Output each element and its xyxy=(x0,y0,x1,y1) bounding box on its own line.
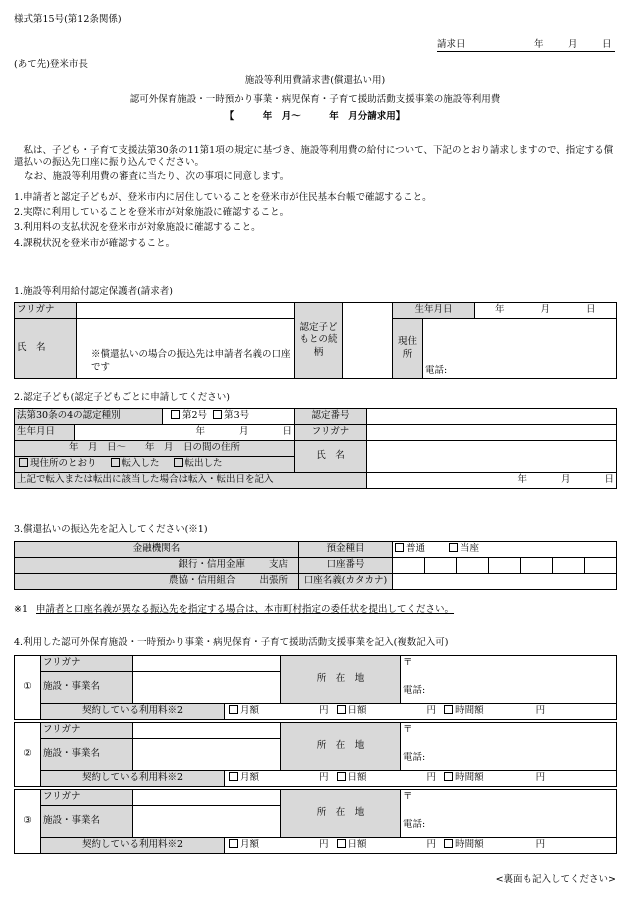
period-label: 年 月 日〜 年 月 日の間の住所 xyxy=(15,441,294,457)
bank-label: 金融機関名 xyxy=(15,542,299,558)
deposit-kind-label: 預金種目 xyxy=(299,542,393,558)
day-label: 日 xyxy=(282,426,293,438)
facility-name-label: 施設・事業名 xyxy=(41,739,133,771)
facility-name-field[interactable] xyxy=(133,806,281,838)
title-sub: 認可外保育施設・一時預かり事業・病児保育・子育て援助活動支援事業の施設等利用費 xyxy=(129,94,501,105)
move-note: 上記で転入または転出に該当した場合は転入・転出日を記入 xyxy=(15,473,367,489)
child-name-field[interactable] xyxy=(367,441,617,473)
checkbox[interactable] xyxy=(111,458,120,467)
facility-table-2 xyxy=(14,722,617,787)
acct-no-field[interactable] xyxy=(393,558,617,574)
fee-label: 契約している利用料※2 xyxy=(41,704,225,719)
checkbox[interactable] xyxy=(444,839,453,848)
year-label: 年 xyxy=(517,474,527,486)
opt-3: 第3号 xyxy=(224,410,250,422)
fee-label: 契約している利用料※2 xyxy=(41,838,225,853)
checkbox[interactable] xyxy=(19,458,28,467)
name-label: 氏 名 xyxy=(15,319,77,379)
yen-label: 円 xyxy=(319,839,329,850)
deposit-kind-options[interactable] xyxy=(393,542,617,558)
consent-item: 3.利用料の支払状況を登米市が対象施設に確認すること。 xyxy=(14,222,261,234)
month-label: 月 xyxy=(540,304,551,316)
location-label: 所 在 地 xyxy=(281,790,401,838)
child-birth-label: 生年月日 xyxy=(15,425,75,441)
section2-heading: 2.認定子ども(認定子どもごとに申請してください) xyxy=(14,392,230,403)
bank-table xyxy=(14,541,617,590)
facility-table-1 xyxy=(14,655,617,720)
checkbox[interactable] xyxy=(444,772,453,781)
facility-furigana-field[interactable] xyxy=(133,790,281,806)
location-field[interactable] xyxy=(401,790,617,838)
yen-label: 円 xyxy=(426,705,437,716)
opt-moved-out: 転出した xyxy=(184,458,223,469)
furigana-label: フリガナ xyxy=(41,790,133,806)
child-birth-field[interactable] xyxy=(75,425,295,441)
year-label: 年 xyxy=(495,304,505,316)
facility-table-3 xyxy=(14,789,617,854)
postal-mark: 〒 xyxy=(403,657,413,668)
hourly-label: 時間額 xyxy=(455,839,484,850)
day-label: 日 xyxy=(604,474,615,486)
facility-furigana-field[interactable] xyxy=(133,656,281,672)
daily-label: 日額 xyxy=(347,772,367,783)
daily-label: 日額 xyxy=(347,705,367,716)
relation-field[interactable] xyxy=(343,303,393,379)
month-label: 月 xyxy=(238,426,249,438)
phone-label: 電話: xyxy=(403,685,426,697)
furigana-label: フリガナ xyxy=(15,303,77,319)
phone-label: 電話: xyxy=(403,819,426,831)
furigana-label: フリガナ xyxy=(41,656,133,672)
address-label: 現住所 xyxy=(393,319,423,379)
phone-label: 電話: xyxy=(403,752,426,764)
consent-item: 4.課税状況を登米市が確認すること。 xyxy=(14,237,176,249)
month-label: 月 xyxy=(561,474,571,486)
acct-no-label: 口座番号 xyxy=(299,558,393,574)
postal-mark: 〒 xyxy=(403,724,413,735)
month-label: 月 xyxy=(568,39,578,50)
fee-row[interactable] xyxy=(41,771,617,787)
location-label: 所 在 地 xyxy=(281,723,401,771)
request-date-label: 請求日 xyxy=(437,39,466,50)
facility-list xyxy=(14,655,616,854)
title-period[interactable]: 【 年 月〜 年 月分請求用】 xyxy=(224,111,406,122)
address-field[interactable] xyxy=(423,319,617,379)
checkbox[interactable] xyxy=(229,705,238,714)
hourly-label: 時間額 xyxy=(455,772,484,783)
opt-futsu: 普通 xyxy=(406,543,426,555)
child-furigana-label: フリガナ xyxy=(295,425,367,441)
facility-num: ③ xyxy=(15,790,41,854)
consent-item: 1.申請者と認定子どもが、登米市内に居住していることを登米市が住民基本台帳で確認すること。 xyxy=(14,192,432,203)
yen-label: 円 xyxy=(535,705,546,716)
birth-label: 生年月日 xyxy=(393,303,475,319)
checkbox[interactable] xyxy=(337,839,346,848)
bank-row2[interactable] xyxy=(15,574,299,590)
title-main: 施設等利用費請求書(償還払い用) xyxy=(244,75,386,86)
section4-heading: 4.利用した認可外保育施設・一時預かり事業・病児保育・子育て援助活動支援事業を記入(複数記入可) xyxy=(14,637,449,648)
bank-note-row xyxy=(14,604,454,616)
day-label: 日 xyxy=(586,304,596,316)
bank-row1[interactable] xyxy=(15,558,299,574)
intro-consent: なお、施設等利用費の審査に当たり、次の事項に同意します。 xyxy=(24,171,290,182)
guardian-table xyxy=(14,302,617,379)
birth-field[interactable] xyxy=(475,303,617,319)
fee-label: 契約している利用料※2 xyxy=(41,771,225,786)
checkbox[interactable] xyxy=(229,772,238,781)
consent-list xyxy=(14,190,432,251)
facility-name-field[interactable] xyxy=(133,739,281,771)
facility-name-label: 施設・事業名 xyxy=(41,806,133,838)
request-date[interactable] xyxy=(437,39,615,52)
form-number: 様式第15号(第12条関係) xyxy=(14,14,122,25)
year-label: 年 xyxy=(195,426,205,438)
facility-name-label: 施設・事業名 xyxy=(41,672,133,704)
checkbox[interactable] xyxy=(449,543,458,552)
section3-heading: 3.償還払いの振込先を記入してください(※1) xyxy=(14,524,208,535)
checkbox[interactable] xyxy=(337,705,346,714)
checkbox[interactable] xyxy=(174,458,183,467)
checkbox[interactable] xyxy=(213,410,222,419)
hourly-label: 時間額 xyxy=(455,705,484,716)
day-label: 日 xyxy=(602,39,612,50)
consent-item: 2.実際に利用していることを登米市が対象施設に確認すること。 xyxy=(14,207,290,219)
phone-label: 電話: xyxy=(425,364,448,376)
section1-heading: 1.施設等利用給付認定保護者(請求者) xyxy=(14,286,173,297)
postal-mark: 〒 xyxy=(403,791,413,802)
addressee: (あて先)登米市長 xyxy=(14,59,88,70)
yen-label: 円 xyxy=(319,772,329,783)
checkbox[interactable] xyxy=(171,410,180,419)
monthly-label: 月額 xyxy=(240,839,260,850)
cert-kind-options[interactable] xyxy=(163,409,295,425)
guardian-furigana-field[interactable] xyxy=(77,303,295,319)
opt-2: 第2号 xyxy=(182,410,208,422)
address-options[interactable] xyxy=(15,457,294,472)
branch-type1: 支店 xyxy=(268,559,288,571)
branch-type2: 出張所 xyxy=(259,575,288,587)
fee-row[interactable] xyxy=(41,704,617,720)
cert-number-field[interactable] xyxy=(367,409,617,425)
opt-current: 現住所のとおり xyxy=(30,458,97,469)
yen-label: 円 xyxy=(319,705,329,716)
name-note: ※償還払いの場合の振込先は申請者名義の口座です xyxy=(91,349,291,373)
move-date-field[interactable] xyxy=(367,473,617,489)
monthly-label: 月額 xyxy=(240,772,260,783)
yen-label: 円 xyxy=(535,772,546,783)
bank-type1: 銀行・信用金庫 xyxy=(178,559,245,571)
bank-note: 申請者と口座名義が異なる振込先を指定する場合は、本市町村指定の委任状を提出してください。 xyxy=(36,604,455,615)
acct-name-field[interactable] xyxy=(393,574,617,590)
monthly-label: 月額 xyxy=(240,705,260,716)
checkbox[interactable] xyxy=(337,772,346,781)
yen-label: 円 xyxy=(426,839,437,850)
bank-type2: 農協・信用組合 xyxy=(168,575,236,587)
location-field[interactable] xyxy=(401,723,617,771)
cert-kind-label: 法第30条の4の認定種別 xyxy=(15,409,163,425)
relation-label: 認定子どもとの続柄 xyxy=(295,303,343,379)
furigana-label: フリガナ xyxy=(41,723,133,739)
child-table xyxy=(14,408,617,489)
yen-label: 円 xyxy=(426,772,437,783)
note-mark: ※1 xyxy=(14,604,29,615)
checkbox[interactable] xyxy=(395,543,404,552)
checkbox[interactable] xyxy=(444,705,453,714)
child-furigana-field[interactable] xyxy=(367,425,617,441)
opt-toza: 当座 xyxy=(460,543,480,555)
year-label: 年 xyxy=(534,39,544,50)
footer-note: <裏面も記入してください> xyxy=(495,874,616,885)
acct-name-label: 口座名義(カタカナ) xyxy=(299,574,393,590)
intro-text: 私は、子ども・子育て支援法第30条の11第1項の規定に基づき、施設等利用費の給付について、下記のとおり請求しますので、指定する償還払いの振込先口座に振り込んでください。 xyxy=(14,145,614,169)
period-address-cell xyxy=(15,441,295,473)
location-field[interactable] xyxy=(401,656,617,704)
fee-row[interactable] xyxy=(41,838,617,854)
location-label: 所 在 地 xyxy=(281,656,401,704)
child-name-label: 氏 名 xyxy=(295,441,367,473)
facility-furigana-field[interactable] xyxy=(133,723,281,739)
guardian-name-field[interactable] xyxy=(77,319,295,379)
facility-num: ② xyxy=(15,723,41,787)
facility-num: ① xyxy=(15,656,41,720)
facility-name-field[interactable] xyxy=(133,672,281,704)
yen-label: 円 xyxy=(535,839,546,850)
checkbox[interactable] xyxy=(229,839,238,848)
daily-label: 日額 xyxy=(347,839,367,850)
cert-number-label: 認定番号 xyxy=(295,409,367,425)
opt-moved-in: 転入した xyxy=(121,458,160,469)
